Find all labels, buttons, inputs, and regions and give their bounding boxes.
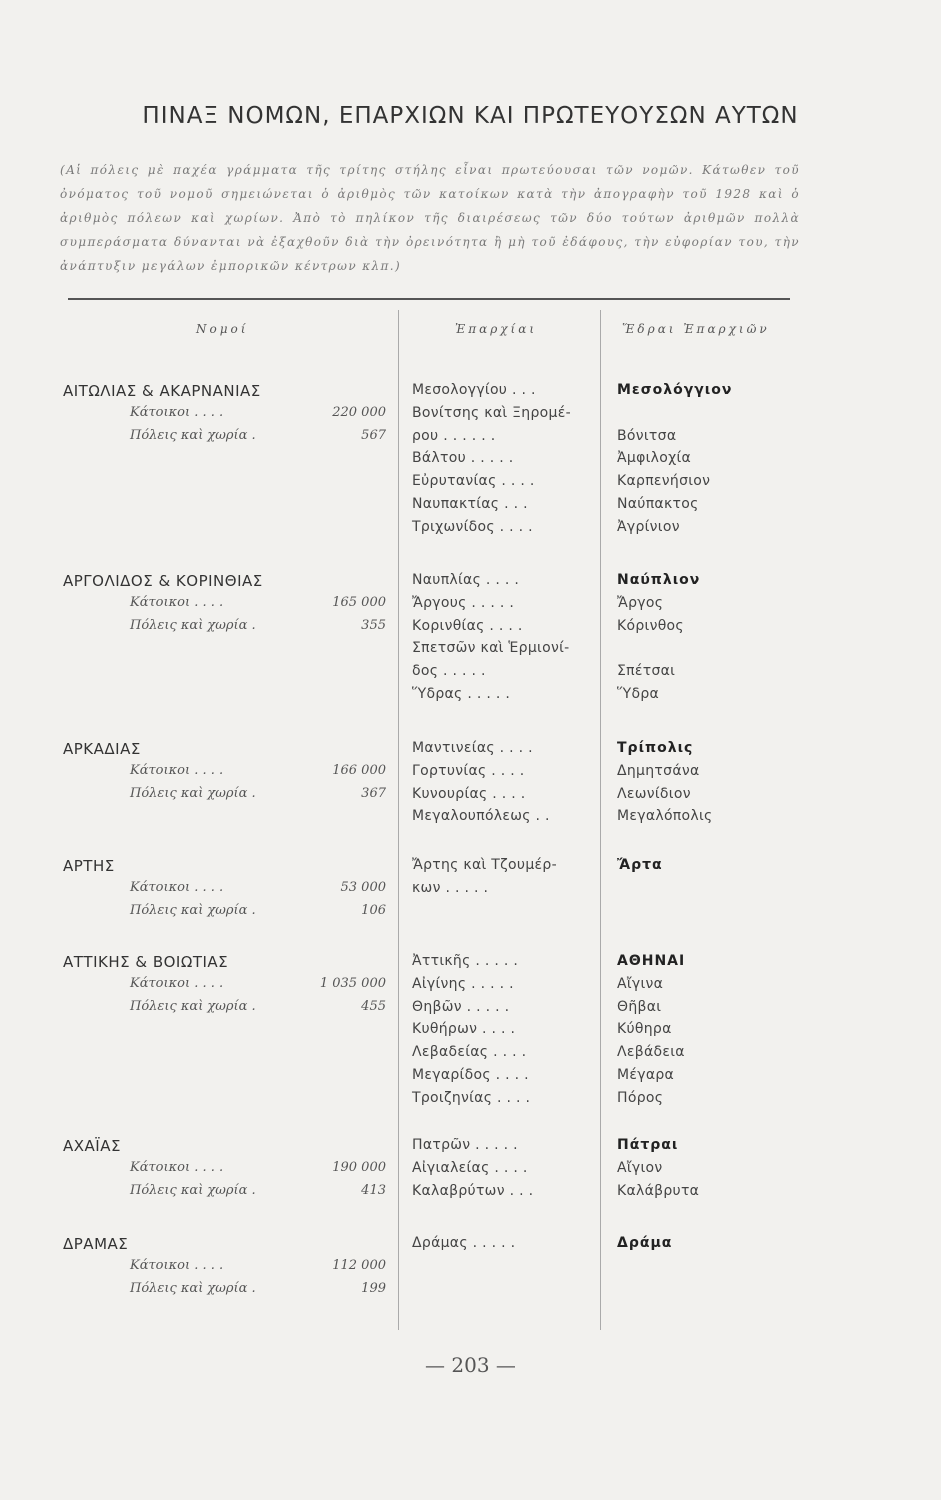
towns-value: 567 [361, 427, 386, 443]
province-name: Ὕδρας . . . . . [412, 686, 511, 702]
towns-label: Πόλεις καὶ χωρία . [130, 902, 256, 918]
inhabitants-value: 190 000 [332, 1159, 386, 1175]
towns-label: Πόλεις καὶ χωρία . [130, 617, 256, 633]
prefecture-capital: Ἄρτα [617, 857, 663, 873]
province-name: Εὐρυτανίας . . . . [412, 473, 535, 490]
province-name: Καλαβρύτων . . . [412, 1182, 534, 1199]
province-name: Σπετσῶν καὶ Ἑρμιονί- [412, 640, 570, 657]
towns-value: 106 [361, 902, 386, 918]
prefecture-capital: Δράμα [617, 1235, 673, 1251]
prefecture-capital: Μεσολόγγιον [617, 382, 733, 398]
inhabitants-value: 53 000 [340, 879, 386, 895]
column-header-edrai: Ἕδραι Ἐπαρχιῶν [622, 322, 770, 336]
province-seat: Κόρινθος [617, 617, 684, 634]
province-name: Βονίτσης καὶ Ξηρομέ- [412, 404, 571, 421]
province-name: Λεβαδείας . . . . [412, 1044, 527, 1061]
province-seat: Πόρος [617, 1089, 664, 1106]
towns-label: Πόλεις καὶ χωρία . [130, 1182, 256, 1198]
province-name: δος . . . . . [412, 663, 486, 680]
province-seat: Θῆβαι [617, 998, 662, 1015]
province-seat: Ναύπακτος [617, 496, 699, 512]
province-name: Ναυπακτίας . . . [412, 496, 528, 512]
column-header-nomoi: Νομοί [196, 322, 249, 336]
inhabitants-label: Κάτοικοι . . . . [130, 1257, 224, 1273]
prefecture-name: ΔΡΑΜΑΣ [63, 1235, 129, 1253]
province-seat: Ἄργος [617, 594, 664, 611]
province-seat: Καρπενήσιον [617, 473, 711, 490]
province-seat: Μεγαλόπολις [617, 808, 713, 825]
towns-value: 455 [361, 998, 386, 1014]
province-name: Ναυπλίας . . . . [412, 572, 520, 588]
inhabitants-label: Κάτοικοι . . . . [130, 594, 224, 610]
inhabitants-value: 220 000 [332, 404, 386, 420]
prefecture-name: ΑΙΤΩΛΙΑΣ & ΑΚΑΡΝΑΝΙΑΣ [63, 382, 261, 400]
province-name: Ἄρτης καὶ Τζουμέρ- [412, 857, 557, 873]
towns-value: 413 [361, 1182, 386, 1198]
province-name: Ἄργους . . . . . [412, 594, 515, 611]
province-seat: Αἴγινα [617, 975, 664, 992]
province-name: Κορινθίας . . . . [412, 617, 523, 634]
province-name: Μαντινείας . . . . [412, 740, 533, 756]
inhabitants-value: 112 000 [332, 1257, 386, 1273]
province-name: ρου . . . . . . [412, 427, 496, 444]
inhabitants-label: Κάτοικοι . . . . [130, 879, 224, 895]
page-title: ΠΙΝΑΞ ΝΟΜΩΝ, ΕΠΑΡΧΙΩΝ ΚΑΙ ΠΡΩΤΕΥΟΥΣΩΝ ΑΥΤΩΝ [142, 103, 799, 129]
province-seat: Μέγαρα [617, 1067, 675, 1083]
province-seat: Λεωνίδιον [617, 785, 691, 802]
inhabitants-label: Κάτοικοι . . . . [130, 404, 224, 420]
province-seat: Ἀγρίνιον [617, 518, 680, 535]
province-seat: Σπέτσαι [617, 663, 676, 680]
towns-value: 199 [361, 1280, 386, 1296]
towns-label: Πόλεις καὶ χωρία . [130, 998, 256, 1014]
province-name: Αἰγιαλείας . . . . [412, 1159, 528, 1176]
inhabitants-label: Κάτοικοι . . . . [130, 762, 224, 778]
inhabitants-value: 166 000 [332, 762, 386, 778]
province-seat: Αἴγιον [617, 1159, 663, 1176]
towns-label: Πόλεις καὶ χωρία . [130, 785, 256, 801]
province-name: Γορτυνίας . . . . [412, 762, 525, 779]
province-name: κων . . . . . [412, 879, 489, 896]
province-seat: Ἀμφιλοχία [617, 450, 692, 467]
prefecture-name: ΑΡΚΑΔΙΑΣ [63, 740, 141, 758]
province-name: Μεγαλουπόλεως . . [412, 808, 550, 825]
prefecture-name: ΑΤΤΙΚΗΣ & ΒΟΙΩΤΙΑΣ [63, 953, 229, 971]
towns-label: Πόλεις καὶ χωρία . [130, 427, 256, 443]
province-name: Κυθήρων . . . . [412, 1021, 516, 1038]
province-name: Τριχωνίδος . . . . [412, 518, 533, 535]
province-name: Θηβῶν . . . . . [412, 998, 510, 1015]
column-header-eparchiai: Ἐπαρχίαι [455, 322, 538, 336]
inhabitants-label: Κάτοικοι . . . . [130, 975, 224, 991]
province-seat: Κύθηρα [617, 1021, 672, 1038]
intro-note: (Αἱ πόλεις μὲ παχέα γράμματα τῆς τρίτης στήλης εἶναι πρωτεύουσαι τῶν νομῶν. Κάτωθεν τοῦ ὀνόματος τοῦ νομοῦ σημειώνεται ὁ ἀριθμὸς τῶν κατοίκων κατὰ τὴν ἀπογραφὴν τοῦ 1928 καὶ ὁ ἀριθμὸς πόλεων καὶ χωρίων. Ἀπὸ τὸ πηλίκον τῆς διαιρέσεως τῶν δύο τούτων ἀριθμῶν πολλὰ συμπεράσματα δύνανται νὰ ἐξαχθοῦν διὰ τὴν ὀρεινότητα ἢ μὴ τοῦ ἐδάφους, τὴν εὐφορίαν του, τὴν ἀνάπτυξιν μεγάλων ἐμπορικῶν κέντρων κλπ.) [60, 163, 800, 273]
province-name: Τροιζηνίας . . . . [412, 1089, 531, 1106]
province-name: Δράμας . . . . . [412, 1235, 516, 1251]
province-seat: Ὕδρα [617, 686, 660, 702]
province-name: Κυνουρίας . . . . [412, 785, 526, 802]
province-name: Πατρῶν . . . . . [412, 1137, 518, 1153]
column-divider-2 [600, 310, 601, 1330]
towns-value: 367 [361, 785, 386, 801]
province-seat: Βόνιτσα [617, 427, 677, 444]
prefecture-name: ΑΡΤΗΣ [63, 857, 115, 875]
prefecture-capital: Τρίπολις [617, 740, 694, 756]
province-seat: Δημητσάνα [617, 762, 700, 779]
page-number: — 203 — [425, 1353, 516, 1377]
inhabitants-value: 165 000 [332, 594, 386, 610]
province-name: Μεγαρίδος . . . . [412, 1067, 529, 1083]
prefecture-capital: ΑΘΗΝΑΙ [617, 953, 686, 969]
inhabitants-value: 1 035 000 [319, 975, 386, 991]
prefecture-capital: Ναύπλιον [617, 572, 701, 588]
province-name: Μεσολογγίου . . . [412, 382, 536, 398]
inhabitants-label: Κάτοικοι . . . . [130, 1159, 224, 1175]
prefecture-name: ΑΡΓΟΛΙΔΟΣ & ΚΟΡΙΝΘΙΑΣ [63, 572, 263, 590]
province-name: Βάλτου . . . . . [412, 450, 514, 467]
column-divider-1 [398, 310, 399, 1330]
province-name: Ἀττικῆς . . . . . [412, 953, 519, 969]
prefecture-name: ΑΧΑΪΑΣ [63, 1137, 121, 1155]
province-seat: Καλάβρυτα [617, 1182, 700, 1199]
province-seat: Λεβάδεια [617, 1044, 685, 1061]
towns-label: Πόλεις καὶ χωρία . [130, 1280, 256, 1296]
province-name: Αἰγίνης . . . . . [412, 975, 514, 992]
prefecture-capital: Πάτραι [617, 1137, 679, 1153]
towns-value: 355 [361, 617, 386, 633]
header-rule [68, 298, 790, 300]
